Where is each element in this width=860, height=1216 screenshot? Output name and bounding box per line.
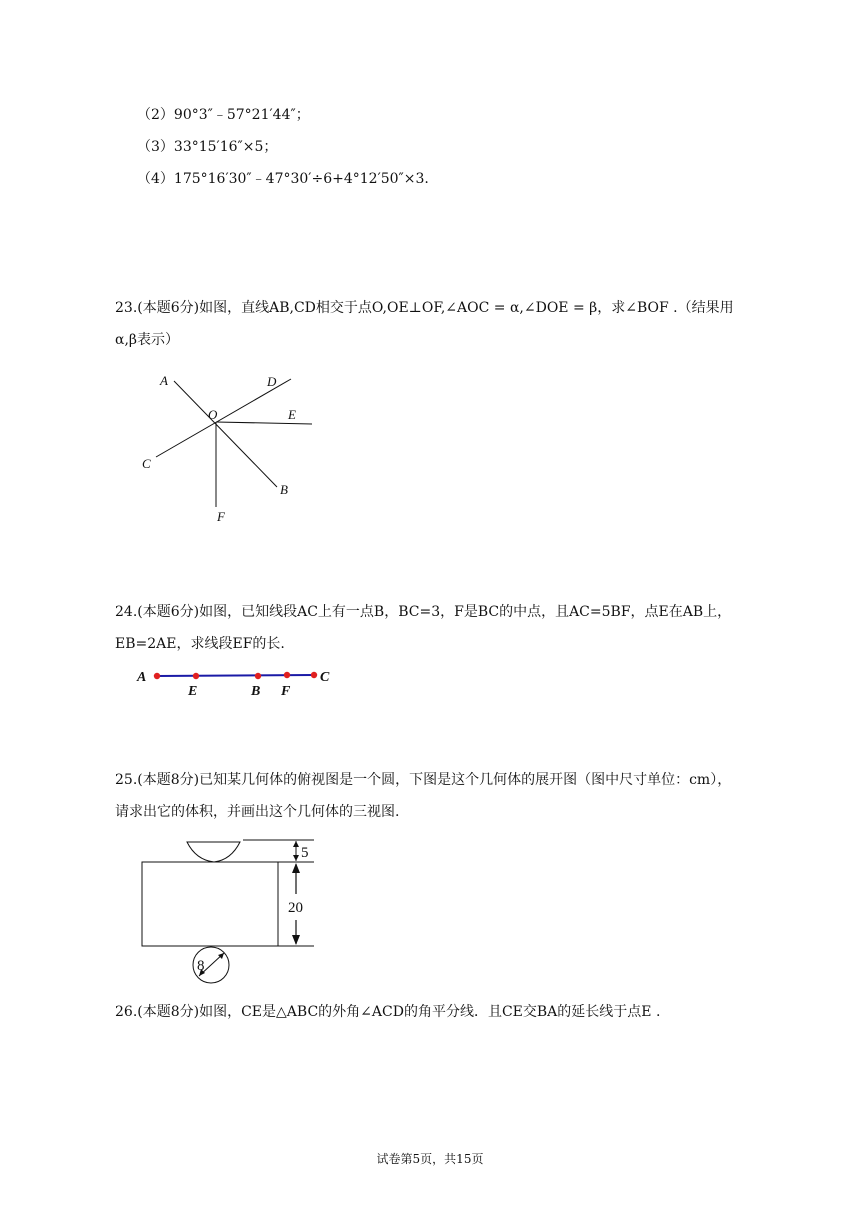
label-A: A — [137, 670, 147, 685]
question-24-figure — [130, 662, 340, 704]
dim-height: 20 — [288, 900, 303, 916]
point-B — [255, 673, 261, 679]
label-C: C — [142, 456, 151, 471]
label-D: D — [267, 374, 277, 389]
label-E: E — [188, 684, 198, 699]
page-footer: 试卷第5页，共15页 — [376, 1152, 484, 1166]
exercise-3: （3）33°15′16″×5； — [137, 139, 278, 155]
point-F — [284, 672, 290, 678]
label-O: O — [208, 407, 218, 422]
exercise-4: （4）175°16′30″﹣47°30′÷6+4°12′50″×3. — [137, 171, 429, 187]
question-24-text: 24.(本题6分)如图，已知线段AC上有一点B，BC=3，F是BC的中点，且AC=5BF，点E在AB上，EB=2AE，求线段EF的长. — [115, 604, 732, 652]
label-C: C — [320, 670, 330, 685]
question-25-text: 25.(本题8分)已知某几何体的俯视图是一个圆，下图是这个几何体的展开图（图中尺寸单位：cm），请求出它的体积，并画出这个几何体的三视图. — [115, 772, 732, 820]
label-F: F — [217, 509, 225, 524]
question-26-text: 26.(本题8分)如图，CE是△ABC的外角∠ACD的角平分线．且CE交BA的延长线于点E . — [115, 1004, 661, 1020]
question-23-figure — [135, 365, 325, 530]
label-B: B — [280, 482, 288, 497]
label-E: E — [288, 407, 296, 422]
question-25-figure — [135, 834, 335, 992]
question-23-text: 23.(本题6分)如图，直线AB,CD相交于点O,OE⊥OF,∠AOC = α,∠DOE = β，求∠BOF .（结果用α,β表示） — [115, 300, 734, 348]
dim-top: 5 — [301, 845, 309, 861]
point-A — [154, 673, 160, 679]
exercise-2: （2）90°3″﹣57°21′44″； — [137, 107, 310, 123]
label-F: F — [281, 684, 291, 699]
dim-diameter: 8 — [197, 958, 205, 974]
point-C — [311, 672, 317, 678]
label-B: B — [251, 684, 261, 699]
label-A: A — [160, 373, 168, 388]
point-E — [193, 673, 199, 679]
